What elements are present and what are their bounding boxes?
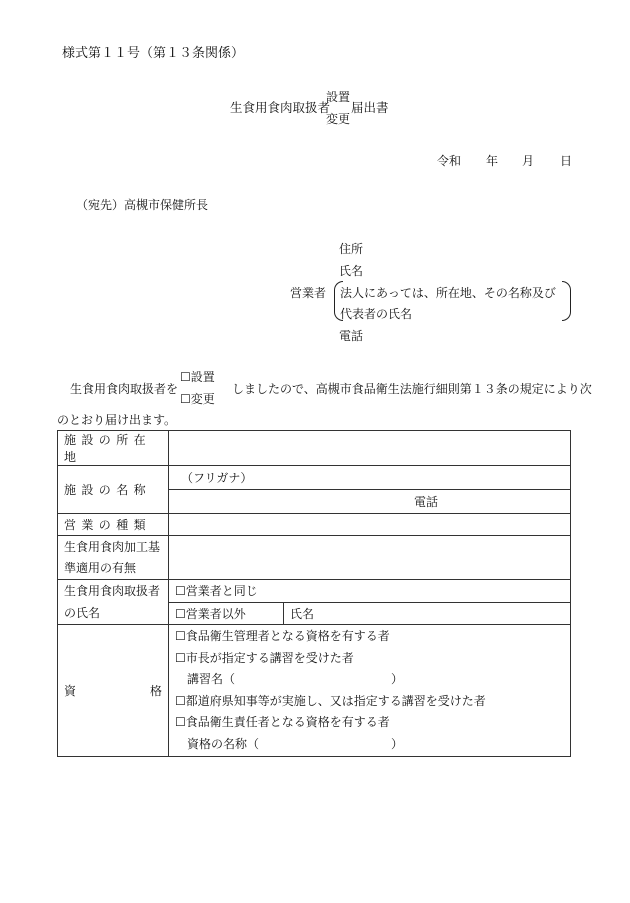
date-day: 日 [560, 154, 573, 168]
business-type-label: 営業の種類 [58, 514, 169, 536]
business-type-row [58, 514, 571, 536]
qualification-options [169, 625, 571, 757]
raw-meat-label-line2: 準適用の有無 [64, 560, 137, 575]
name-label: 氏名 [339, 264, 364, 278]
statement-option-change-checkbox[interactable]: ☐変更 [180, 392, 215, 406]
facility-phone-field[interactable] [169, 490, 571, 514]
title-suffix: 届出書 [351, 100, 389, 115]
addressee: （宛先）高槻市保健所長 [76, 198, 209, 212]
statement-option-install-checkbox[interactable]: ☐設置 [180, 370, 215, 384]
qualification-mayor-course-checkbox[interactable]: ☐市長が指定する講習を受けた者 [175, 650, 354, 665]
raw-meat-standard-label [58, 536, 169, 580]
other-than-operator-checkbox[interactable]: ☐営業者以外 [169, 602, 284, 625]
document-title: 生食用食肉取扱者 [230, 100, 331, 115]
handler-label [58, 580, 169, 625]
qualification-food-hygiene-officer-checkbox[interactable]: ☐食品衛生責任者となる資格を有する者 [175, 715, 390, 729]
furigana-label: （フリガナ） [181, 471, 253, 485]
handler-name-cell[interactable] [284, 602, 571, 625]
handler-label-line1: 生食用食肉取扱者 [64, 584, 161, 598]
address-label: 住所 [339, 242, 364, 256]
location-row [58, 431, 571, 466]
notification-form-table [57, 430, 571, 757]
statement-body: しましたので、高槻市食品衛生法施行細則第１３条の規定により次 [232, 382, 592, 396]
qualification-label [58, 625, 169, 757]
facility-name-row [58, 466, 571, 490]
right-bracket [562, 281, 571, 321]
handler-row-1 [58, 580, 571, 603]
location-field[interactable] [169, 431, 571, 466]
statement-prefix: 生食用食肉取扱者を [70, 382, 179, 396]
qualification-prefecture-course-checkbox[interactable]: ☐都道府県知事等が実施し、又は指定する講習を受けた者 [175, 693, 486, 708]
title-option-install: 設置 [326, 90, 351, 104]
date-era: 令和 [437, 154, 462, 168]
qualification-row [58, 625, 571, 757]
facility-phone-label: 電話 [414, 495, 439, 509]
date-year: 年 [486, 154, 499, 168]
date-month: 月 [522, 154, 535, 168]
handler-label-line2: の氏名 [64, 606, 101, 620]
same-as-operator-checkbox[interactable]: ☐営業者と同じ [169, 580, 571, 603]
raw-meat-standard-field[interactable] [169, 536, 571, 580]
phone-label: 電話 [339, 329, 364, 343]
qualification-label-right: 格 [149, 684, 162, 698]
title-option-change: 変更 [326, 112, 351, 126]
qualification-name-field[interactable]: 資格の名称（ ） [187, 736, 404, 751]
handler-name-label: 氏名 [290, 606, 315, 621]
raw-meat-standard-row [58, 536, 571, 580]
raw-meat-label-line1: 生食用食肉加工基 [64, 539, 161, 554]
facility-name-label: 施設の名称 [58, 466, 169, 514]
qualification-label-left: 資 [64, 684, 77, 698]
business-type-field[interactable] [169, 514, 571, 536]
corporate-note-line1: 法人にあっては、所在地、その名称及び [340, 286, 556, 300]
operator-label: 営業者 [290, 286, 327, 300]
corporate-note-line2: 代表者の氏名 [340, 307, 413, 321]
course-name-field[interactable]: 講習名（ ） [187, 672, 404, 686]
statement-line2: のとおり届け出ます。 [57, 413, 177, 427]
form-number: 様式第１１号（第１３条関係） [62, 46, 245, 61]
location-label: 施設の所在地 [58, 431, 169, 466]
qualification-food-hygiene-manager-checkbox[interactable]: ☐食品衛生管理者となる資格を有する者 [175, 629, 390, 643]
furigana-field[interactable] [169, 466, 571, 490]
